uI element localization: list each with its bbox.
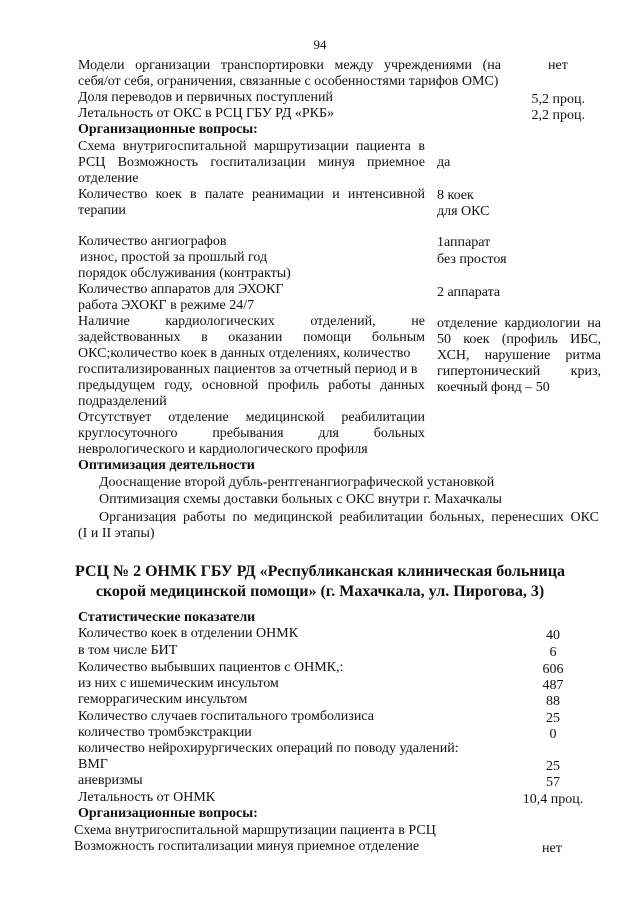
stats-row-value: 487 bbox=[542, 678, 564, 693]
angio-value-1: 1аппарат bbox=[437, 235, 491, 250]
cardio-left-4: госпитализированных пациентов за отчетный период и в bbox=[78, 362, 418, 377]
stats-row-label: аневризмы bbox=[78, 773, 143, 788]
scheme-line-1: Схема внутригоспитальной маршрутизации пациента в bbox=[78, 139, 425, 154]
cardio-left-1: Наличие кардиологических отделений, не bbox=[78, 314, 425, 329]
admission-label: Возможность госпитализации минуя приемное отделение bbox=[74, 839, 420, 854]
scheme-line-s2: Схема внутригоспитальной маршрутизации пациента в РСЦ bbox=[74, 823, 436, 838]
stats-row-label: Количество случаев госпитального тромболизиса bbox=[78, 709, 374, 724]
optimization-item-2: Оптимизация схемы доставки больных с ОКС внутри г. Махачкалы bbox=[99, 492, 502, 507]
beds-line-2: терапии bbox=[78, 203, 126, 218]
angio-line-3: порядок обслуживания (контракты) bbox=[78, 266, 291, 281]
scheme-value: да bbox=[437, 155, 451, 170]
optimization-item-3: Организация работы по медицинской реабилитации больных, перенесших ОКС bbox=[99, 510, 599, 525]
echo-line-1: Количество аппаратов для ЭХОКГ bbox=[78, 282, 284, 297]
beds-line-1: Количество коек в палате реанимации и интенсивной bbox=[78, 187, 425, 202]
admission-value: нет bbox=[542, 841, 562, 856]
models-line-2: себя/от себя, ограничения, связанные с особенностями тарифов ОМС) bbox=[78, 74, 499, 89]
stats-row-label: ВМГ bbox=[78, 757, 108, 772]
angio-line-1: Количество ангиографов bbox=[78, 234, 227, 249]
stats-row-label: Летальность от ОНМК bbox=[78, 790, 216, 805]
rehab-line-2: круглосуточного пребывания для больных bbox=[78, 426, 425, 441]
beds-value-2: для ОКС bbox=[437, 204, 490, 219]
beds-value-1: 8 коек bbox=[437, 188, 474, 203]
stats-row-value: 40 bbox=[546, 628, 560, 643]
stats-row-value: 57 bbox=[546, 775, 560, 790]
cardio-right-4: гипертонический криз, bbox=[437, 364, 601, 379]
models-line-1: Модели организации транспортировки между учреждениями (на bbox=[78, 58, 501, 73]
rehab-line-3: неврологического и кардиологического профиля bbox=[78, 442, 368, 457]
scheme-line-3: отделение bbox=[78, 171, 139, 186]
cardio-left-3: ОКС;количество коек в данных отделениях, количество bbox=[78, 346, 411, 361]
cardio-right-2: 50 коек (профиль ИБС, bbox=[437, 332, 601, 347]
org-heading-2: Организационные вопросы: bbox=[78, 806, 258, 821]
optimization-item-1: Дооснащение второй дубль-рентгенангиографической установкой bbox=[99, 475, 495, 490]
stats-row-value: 88 bbox=[546, 694, 560, 709]
rehab-line-1: Отсутствует отделение медицинской реабилитации bbox=[78, 410, 425, 425]
section-title-line-1: РСЦ № 2 ОНМК ГБУ РД «Республиканская клиническая больница bbox=[75, 563, 565, 580]
stats-row-label: Количество выбывших пациентов с ОНМК,: bbox=[78, 660, 344, 675]
stats-row-value: 0 bbox=[549, 727, 557, 742]
stats-row-value: 10,4 проц. bbox=[522, 792, 584, 807]
lethality-value: 2,2 проц. bbox=[531, 108, 585, 123]
stats-row-label: геморрагическим инсультом bbox=[78, 692, 248, 707]
cardio-right-3: ХСН, нарушение ритма bbox=[437, 348, 601, 363]
angio-value-2: без простоя bbox=[437, 252, 507, 267]
section-title-line-2: скорой медицинской помощи» (г. Махачкала, ул. Пирогова, 3) bbox=[95, 583, 545, 600]
stats-row-label: из них с ишемическим инсультом bbox=[78, 676, 279, 691]
stats-row-value: 606 bbox=[542, 662, 564, 677]
stats-heading: Статистические показатели bbox=[78, 610, 256, 625]
stats-row-label: количество нейрохирургических операций по поводу удалений: bbox=[78, 741, 459, 756]
transfers-value: 5,2 проц. bbox=[531, 92, 585, 107]
org-heading-1: Организационные вопросы: bbox=[78, 122, 258, 137]
stats-row-value: 25 bbox=[546, 759, 560, 774]
transfers-label: Доля переводов и первичных поступлений bbox=[78, 90, 333, 105]
stats-row-value: 6 bbox=[549, 645, 557, 660]
cardio-right-1: отделение кардиологии на bbox=[437, 316, 601, 331]
stats-row-label: количество тромбэкстракции bbox=[78, 725, 252, 740]
page-number: 94 bbox=[313, 37, 327, 52]
optimization-item-3-cont: (I и II этапы) bbox=[78, 526, 155, 541]
cardio-left-5: предыдущем году, основной профиль работы данных bbox=[78, 378, 425, 393]
echo-value: 2 аппарата bbox=[437, 285, 501, 300]
cardio-left-2: задействованных в оказании помощи больным bbox=[78, 330, 425, 345]
cardio-right-5: коечный фонд – 50 bbox=[437, 380, 550, 395]
angio-line-2: износ, простой за прошлый год bbox=[80, 250, 268, 265]
stats-row-value: 25 bbox=[546, 711, 560, 726]
scheme-line-2: РСЦ Возможность госпитализации минуя приемное bbox=[78, 155, 425, 170]
stats-row-label: Количество коек в отделении ОНМК bbox=[78, 626, 299, 641]
cardio-left-6: подразделений bbox=[78, 394, 167, 409]
echo-line-2: работа ЭХОКГ в режиме 24/7 bbox=[78, 298, 255, 313]
optimization-heading: Оптимизация деятельности bbox=[78, 458, 255, 473]
stats-row-label: в том числе БИТ bbox=[78, 643, 178, 658]
lethality-label: Летальность от ОКС в РСЦ ГБУ РД «РКБ» bbox=[78, 106, 335, 121]
models-value: нет bbox=[548, 58, 568, 73]
